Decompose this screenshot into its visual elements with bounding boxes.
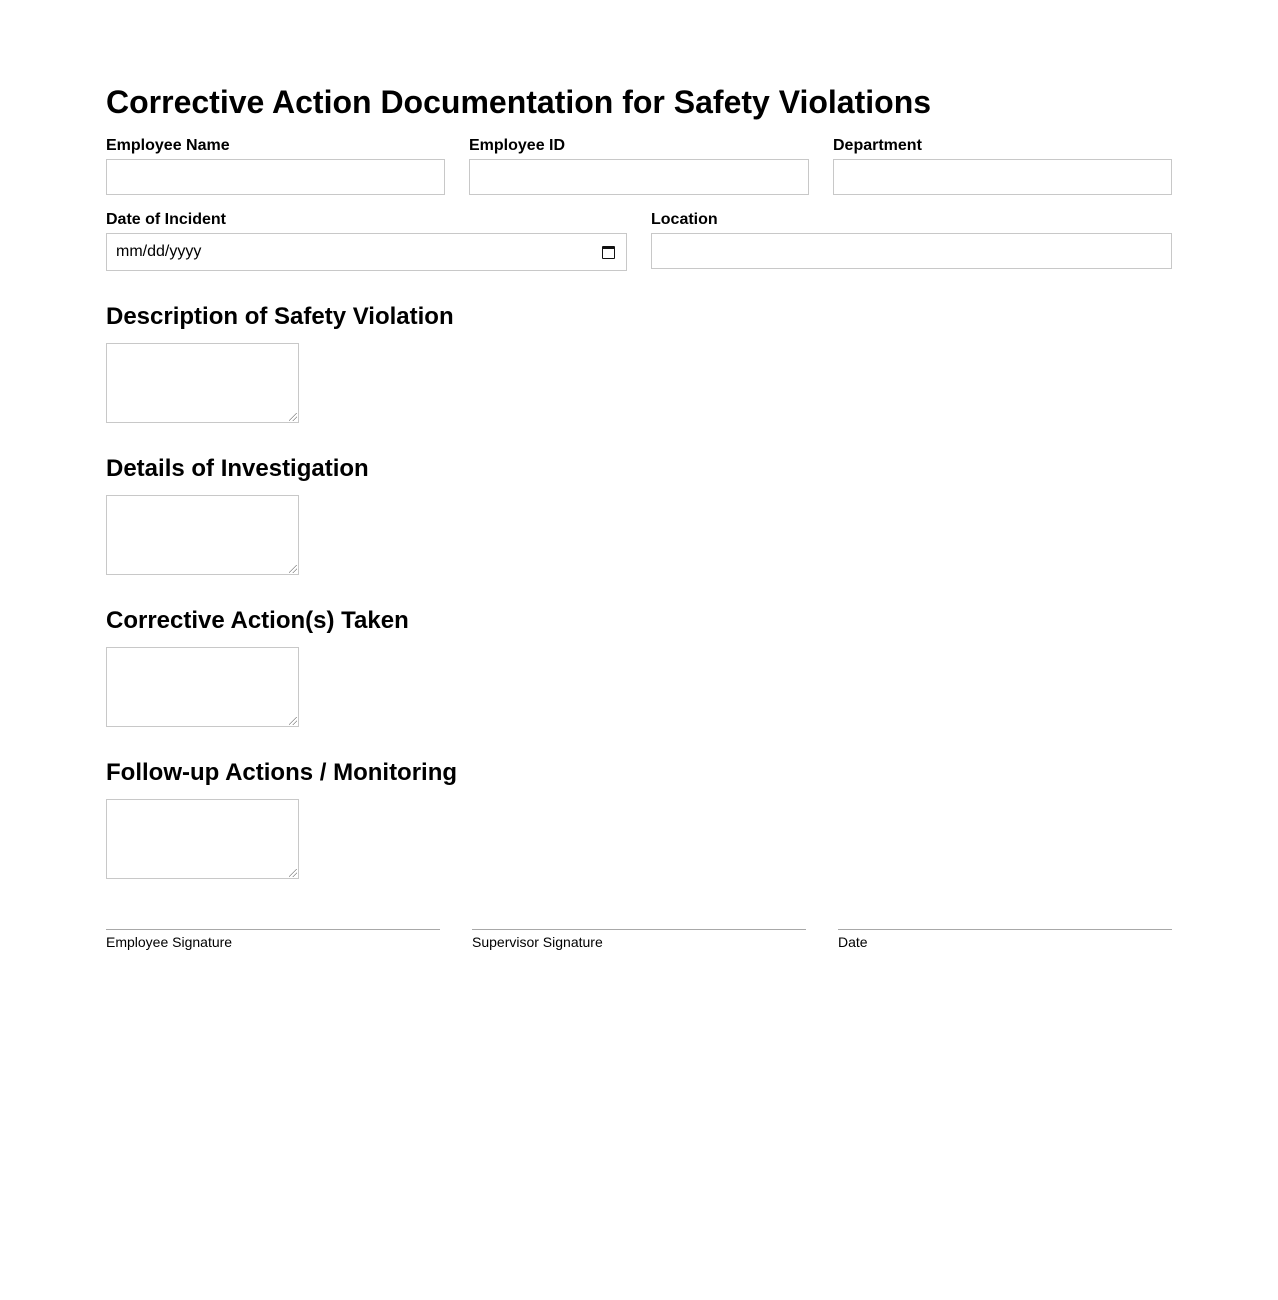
section-heading-follow-up: Follow-up Actions / Monitoring [106, 759, 458, 786]
employee-id-input[interactable] [469, 159, 809, 195]
date-placeholder: mm/dd/yyyy [116, 243, 202, 260]
calendar-icon[interactable] [602, 246, 615, 259]
employee-id-label: Employee ID [469, 137, 566, 154]
resize-handle-icon[interactable] [289, 717, 297, 725]
section-heading-corrective-actions: Corrective Action(s) Taken [106, 607, 409, 634]
employee-signature-label: Employee Signature [106, 934, 233, 950]
date-signature-block [838, 929, 1172, 950]
resize-handle-icon[interactable] [289, 413, 297, 421]
page-title: Corrective Action Documentation for Safety Violations [106, 84, 932, 120]
section-heading-description: Description of Safety Violation [106, 303, 454, 330]
follow-up-textarea[interactable] [106, 799, 299, 879]
date-signature-label: Date [838, 934, 868, 950]
employee-name-label: Employee Name [106, 137, 230, 154]
resize-handle-icon[interactable] [289, 869, 297, 877]
employee-name-input[interactable] [106, 159, 445, 195]
date-signature-line [838, 929, 1172, 930]
supervisor-signature-line [472, 929, 806, 930]
investigation-textarea[interactable] [106, 495, 299, 575]
employee-signature-block [106, 929, 440, 950]
department-input[interactable] [833, 159, 1172, 195]
location-input[interactable] [651, 233, 1172, 269]
supervisor-signature-label: Supervisor Signature [472, 934, 603, 950]
location-label: Location [651, 211, 718, 228]
date-of-incident-label: Date of Incident [106, 211, 227, 228]
description-textarea[interactable] [106, 343, 299, 423]
supervisor-signature-block [472, 929, 806, 950]
employee-signature-line [106, 929, 440, 930]
section-heading-investigation: Details of Investigation [106, 455, 369, 482]
resize-handle-icon[interactable] [289, 565, 297, 573]
department-label: Department [833, 137, 922, 154]
corrective-actions-textarea[interactable] [106, 647, 299, 727]
date-of-incident-input[interactable] [106, 233, 627, 271]
